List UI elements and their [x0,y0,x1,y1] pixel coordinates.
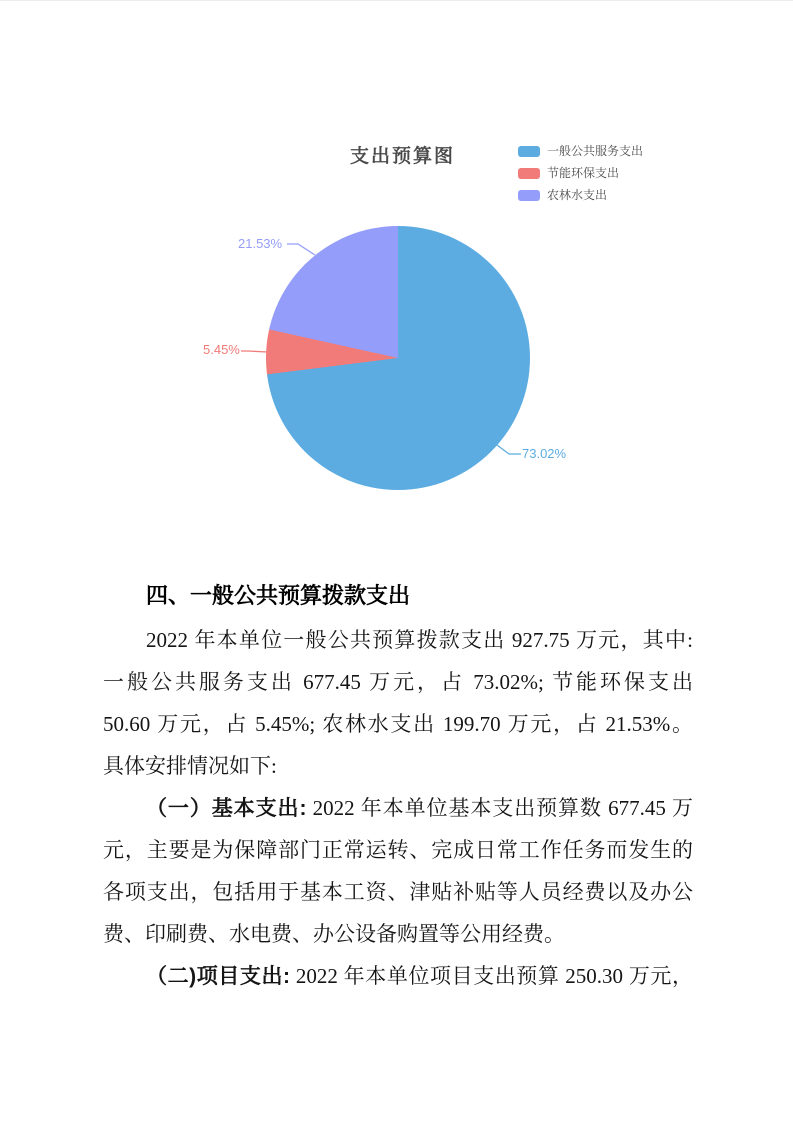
paragraph-line [103,619,693,661]
section-heading: 四、一般公共预算拨款支出 [146,583,411,608]
paragraph-line [103,745,693,787]
leader-line-blue [497,445,521,454]
line-text: 50.60 万元，占 5.45%; 农林水支出 199.70 万元，占 21.53%。 [103,712,693,736]
legend-label: 农林水支出 [547,188,608,202]
legend-item-general-public-services [518,145,643,157]
paragraph-line [103,829,693,871]
legend-swatch-icon [518,190,540,201]
line-text: 2022 年本单位项目支出预算 250.30 万元， [290,964,693,988]
line-text: 费、印刷费、水电费、办公设备购置等公用经费。 [103,922,565,946]
legend-swatch-icon [518,168,540,179]
leader-line-purple [287,244,315,255]
paragraph-line [103,787,693,829]
line-text: 2022 年本单位基本支出预算数 677.45 万 [306,796,693,820]
legend-item-energy-conservation [518,167,643,179]
line-text: 一般公共服务支出 677.45 万元，占 73.02%; 节能环保支出 [103,670,693,694]
inline-bold-label: （二)项目支出: [146,965,291,988]
paragraph-line [103,871,693,913]
legend-swatch-icon [518,146,540,157]
line-text: 各项支出，包括用于基本工资、津贴补贴等人员经费以及办公 [103,880,693,904]
paragraph-line [103,703,693,745]
line-text: 元，主要是为保障部门正常运转、完成日常工作任务而发生的 [103,838,693,862]
leader-line-red [241,351,267,352]
pie-percent-label-energy: 5.45% [203,342,240,357]
legend-label: 节能环保支出 [547,166,620,180]
line-text: 2022 年本单位一般公共预算拨款支出 927.75 万元，其中: [146,628,693,652]
legend-item-agriculture-forestry-water [518,189,643,201]
chart-legend [518,145,643,211]
paragraph-line [103,913,693,955]
line-text: 具体安排情况如下: [103,754,277,778]
pie-chart [266,226,530,490]
paragraph-line [103,955,693,997]
legend-label: 一般公共服务支出 [547,144,644,158]
pie-percent-label-agriculture: 21.53% [238,236,283,251]
pie-percent-label-general: 73.02% [522,446,567,461]
budget-text-section [103,573,693,997]
chart-title: 支出预算图 [350,146,456,167]
paragraph-line [103,661,693,703]
inline-bold-label: （一）基本支出: [146,797,307,820]
